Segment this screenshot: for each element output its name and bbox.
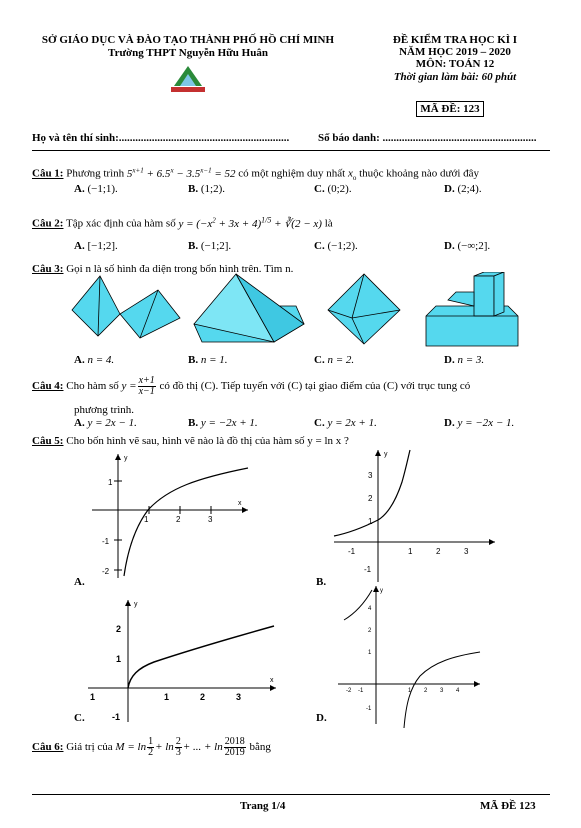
subject: MÔN: TOÁN 12 bbox=[415, 58, 495, 70]
svg-text:3: 3 bbox=[208, 515, 213, 524]
svg-text:1: 1 bbox=[408, 547, 413, 556]
svg-text:2: 2 bbox=[436, 547, 441, 556]
svg-text:4: 4 bbox=[456, 688, 460, 694]
svg-text:2: 2 bbox=[424, 688, 428, 694]
svg-text:x: x bbox=[238, 500, 242, 507]
svg-text:1: 1 bbox=[368, 650, 372, 656]
question-5: Câu 5: Cho bốn hình vẽ sau, hình vẽ nào là đồ thị của hàm số y = ln x ? bbox=[32, 435, 349, 447]
graph-a bbox=[88, 448, 258, 588]
q5-option-a[interactable]: A. bbox=[74, 576, 85, 588]
q2-option-c[interactable]: C. (−1;2). bbox=[314, 240, 358, 252]
q1-option-b[interactable]: B. (1;2). bbox=[188, 183, 225, 195]
svg-text:-1: -1 bbox=[348, 547, 356, 556]
figure-stepped-block bbox=[426, 272, 518, 346]
svg-text:2: 2 bbox=[176, 515, 181, 524]
svg-text:-1: -1 bbox=[358, 688, 364, 694]
q5-option-c[interactable]: C. bbox=[74, 712, 85, 724]
svg-text:3: 3 bbox=[440, 688, 444, 694]
department-name: SỞ GIÁO DỤC VÀ ĐÀO TẠO THÀNH PHỐ HỒ CHÍ MINH bbox=[41, 34, 335, 46]
page-number: Trang 1/4 bbox=[240, 800, 286, 812]
svg-text:y: y bbox=[134, 601, 138, 608]
svg-text:y: y bbox=[124, 455, 128, 462]
exam-title: ĐỀ KIỂM TRA HỌC KÌ I bbox=[392, 34, 518, 46]
graph-d bbox=[334, 584, 484, 734]
svg-text:y: y bbox=[384, 451, 388, 458]
graph-b bbox=[330, 448, 500, 588]
svg-text:1: 1 bbox=[368, 517, 373, 526]
question-2: Câu 2: Tập xác định của hàm số $y = (-x^2 + 3x + 4)^{1/5}$ + ∛(2 − x) là bbox=[32, 215, 333, 230]
footer-divider bbox=[32, 794, 550, 795]
q4-option-a[interactable]: A. y = 2x − 1. bbox=[74, 417, 137, 429]
svg-text:-1: -1 bbox=[112, 712, 121, 722]
svg-text:2: 2 bbox=[368, 494, 373, 503]
q1-option-d[interactable]: D. (2;4). bbox=[444, 183, 482, 195]
footer-exam-code: MÃ ĐỀ 123 bbox=[480, 800, 536, 812]
q1-option-a[interactable]: A. (−1;1). bbox=[74, 183, 118, 195]
q5-option-d[interactable]: D. bbox=[316, 712, 327, 724]
exam-time: Thời gian làm bài: 60 phút bbox=[393, 71, 517, 83]
figure-bipyramid-pair bbox=[72, 276, 180, 338]
svg-text:2: 2 bbox=[200, 692, 206, 702]
exam-code-box: MÃ ĐỀ: 123 bbox=[416, 101, 484, 117]
svg-text:3: 3 bbox=[464, 547, 469, 556]
svg-text:2: 2 bbox=[116, 624, 122, 634]
svg-text:1: 1 bbox=[408, 688, 412, 694]
question-4: Câu 4: Cho hàm số y = $\frac{x+1}{x-1}$ có đồ thị (C). Tiếp tuyến với (C) tại giao điểm của (C) với trục tung có bbox=[32, 375, 471, 397]
q4-option-c[interactable]: C. y = 2x + 1. bbox=[314, 417, 377, 429]
student-id-field: Số báo danh: ........................................................ bbox=[318, 132, 537, 144]
svg-text:-2: -2 bbox=[346, 688, 352, 694]
student-name-field: Họ và tên thí sinh:.............................................................. bbox=[32, 132, 290, 144]
figure-octahedron bbox=[328, 274, 400, 344]
q4-option-b[interactable]: B. y = −2x + 1. bbox=[188, 417, 258, 429]
svg-text:4: 4 bbox=[368, 606, 372, 612]
svg-text:1: 1 bbox=[144, 515, 149, 524]
svg-text:2: 2 bbox=[368, 628, 372, 634]
svg-text:-1: -1 bbox=[364, 565, 372, 574]
polyhedra-figures bbox=[60, 272, 540, 355]
q4-option-d[interactable]: D. y = −2x − 1. bbox=[444, 417, 515, 429]
q5-option-b[interactable]: B. bbox=[316, 576, 327, 588]
svg-text:x: x bbox=[270, 677, 274, 684]
question-1: Câu 1: Phương trình $5^{x+1} + 6.5^x - 3.5^{x-1} = 52$ có một nghiệm duy nhất $x_o$ thuộc khoảng nào dưới đây bbox=[32, 166, 480, 182]
school-year: NĂM HỌC 2019 – 2020 bbox=[399, 46, 511, 58]
svg-text:1: 1 bbox=[108, 478, 113, 487]
svg-text:1: 1 bbox=[116, 654, 122, 664]
q2-option-d[interactable]: D. (−∞;2]. bbox=[444, 240, 491, 252]
q3-option-d[interactable]: D. n = 3. bbox=[444, 354, 485, 366]
figure-frustum-pyramid bbox=[194, 274, 304, 342]
svg-text:3: 3 bbox=[368, 471, 373, 480]
svg-text:3: 3 bbox=[236, 692, 242, 702]
divider bbox=[32, 150, 550, 151]
question-4-continued: phương trình. bbox=[74, 404, 135, 416]
q3-option-c[interactable]: C. n = 2. bbox=[314, 354, 355, 366]
q1-option-c[interactable]: C. (0;2). bbox=[314, 183, 352, 195]
question-6: Câu 6: Giá trị của M = ln $\frac{1}{2}$ + ln $\frac{2}{3}$ + ... + ln $\frac{2018}{2019}$ bằng bbox=[32, 736, 271, 758]
svg-text:-1: -1 bbox=[366, 706, 372, 712]
svg-text:1: 1 bbox=[164, 692, 170, 702]
school-logo bbox=[168, 62, 208, 96]
q3-option-a[interactable]: A. n = 4. bbox=[74, 354, 115, 366]
q2-option-a[interactable]: A. [−1;2]. bbox=[74, 240, 118, 252]
graph-c bbox=[84, 596, 284, 731]
svg-text:y: y bbox=[380, 588, 383, 594]
svg-text:-1: -1 bbox=[102, 537, 110, 546]
svg-text:1: 1 bbox=[90, 692, 96, 702]
q3-option-b[interactable]: B. n = 1. bbox=[188, 354, 228, 366]
q2-option-b[interactable]: B. (−1;2]. bbox=[188, 240, 232, 252]
school-name: Trường THPT Nguyễn Hữu Huân bbox=[108, 47, 268, 59]
question-3: Câu 3: Gọi n là số hình đa diện trong bốn hình trên. Tìm n. bbox=[32, 263, 294, 275]
svg-text:-2: -2 bbox=[102, 567, 110, 576]
